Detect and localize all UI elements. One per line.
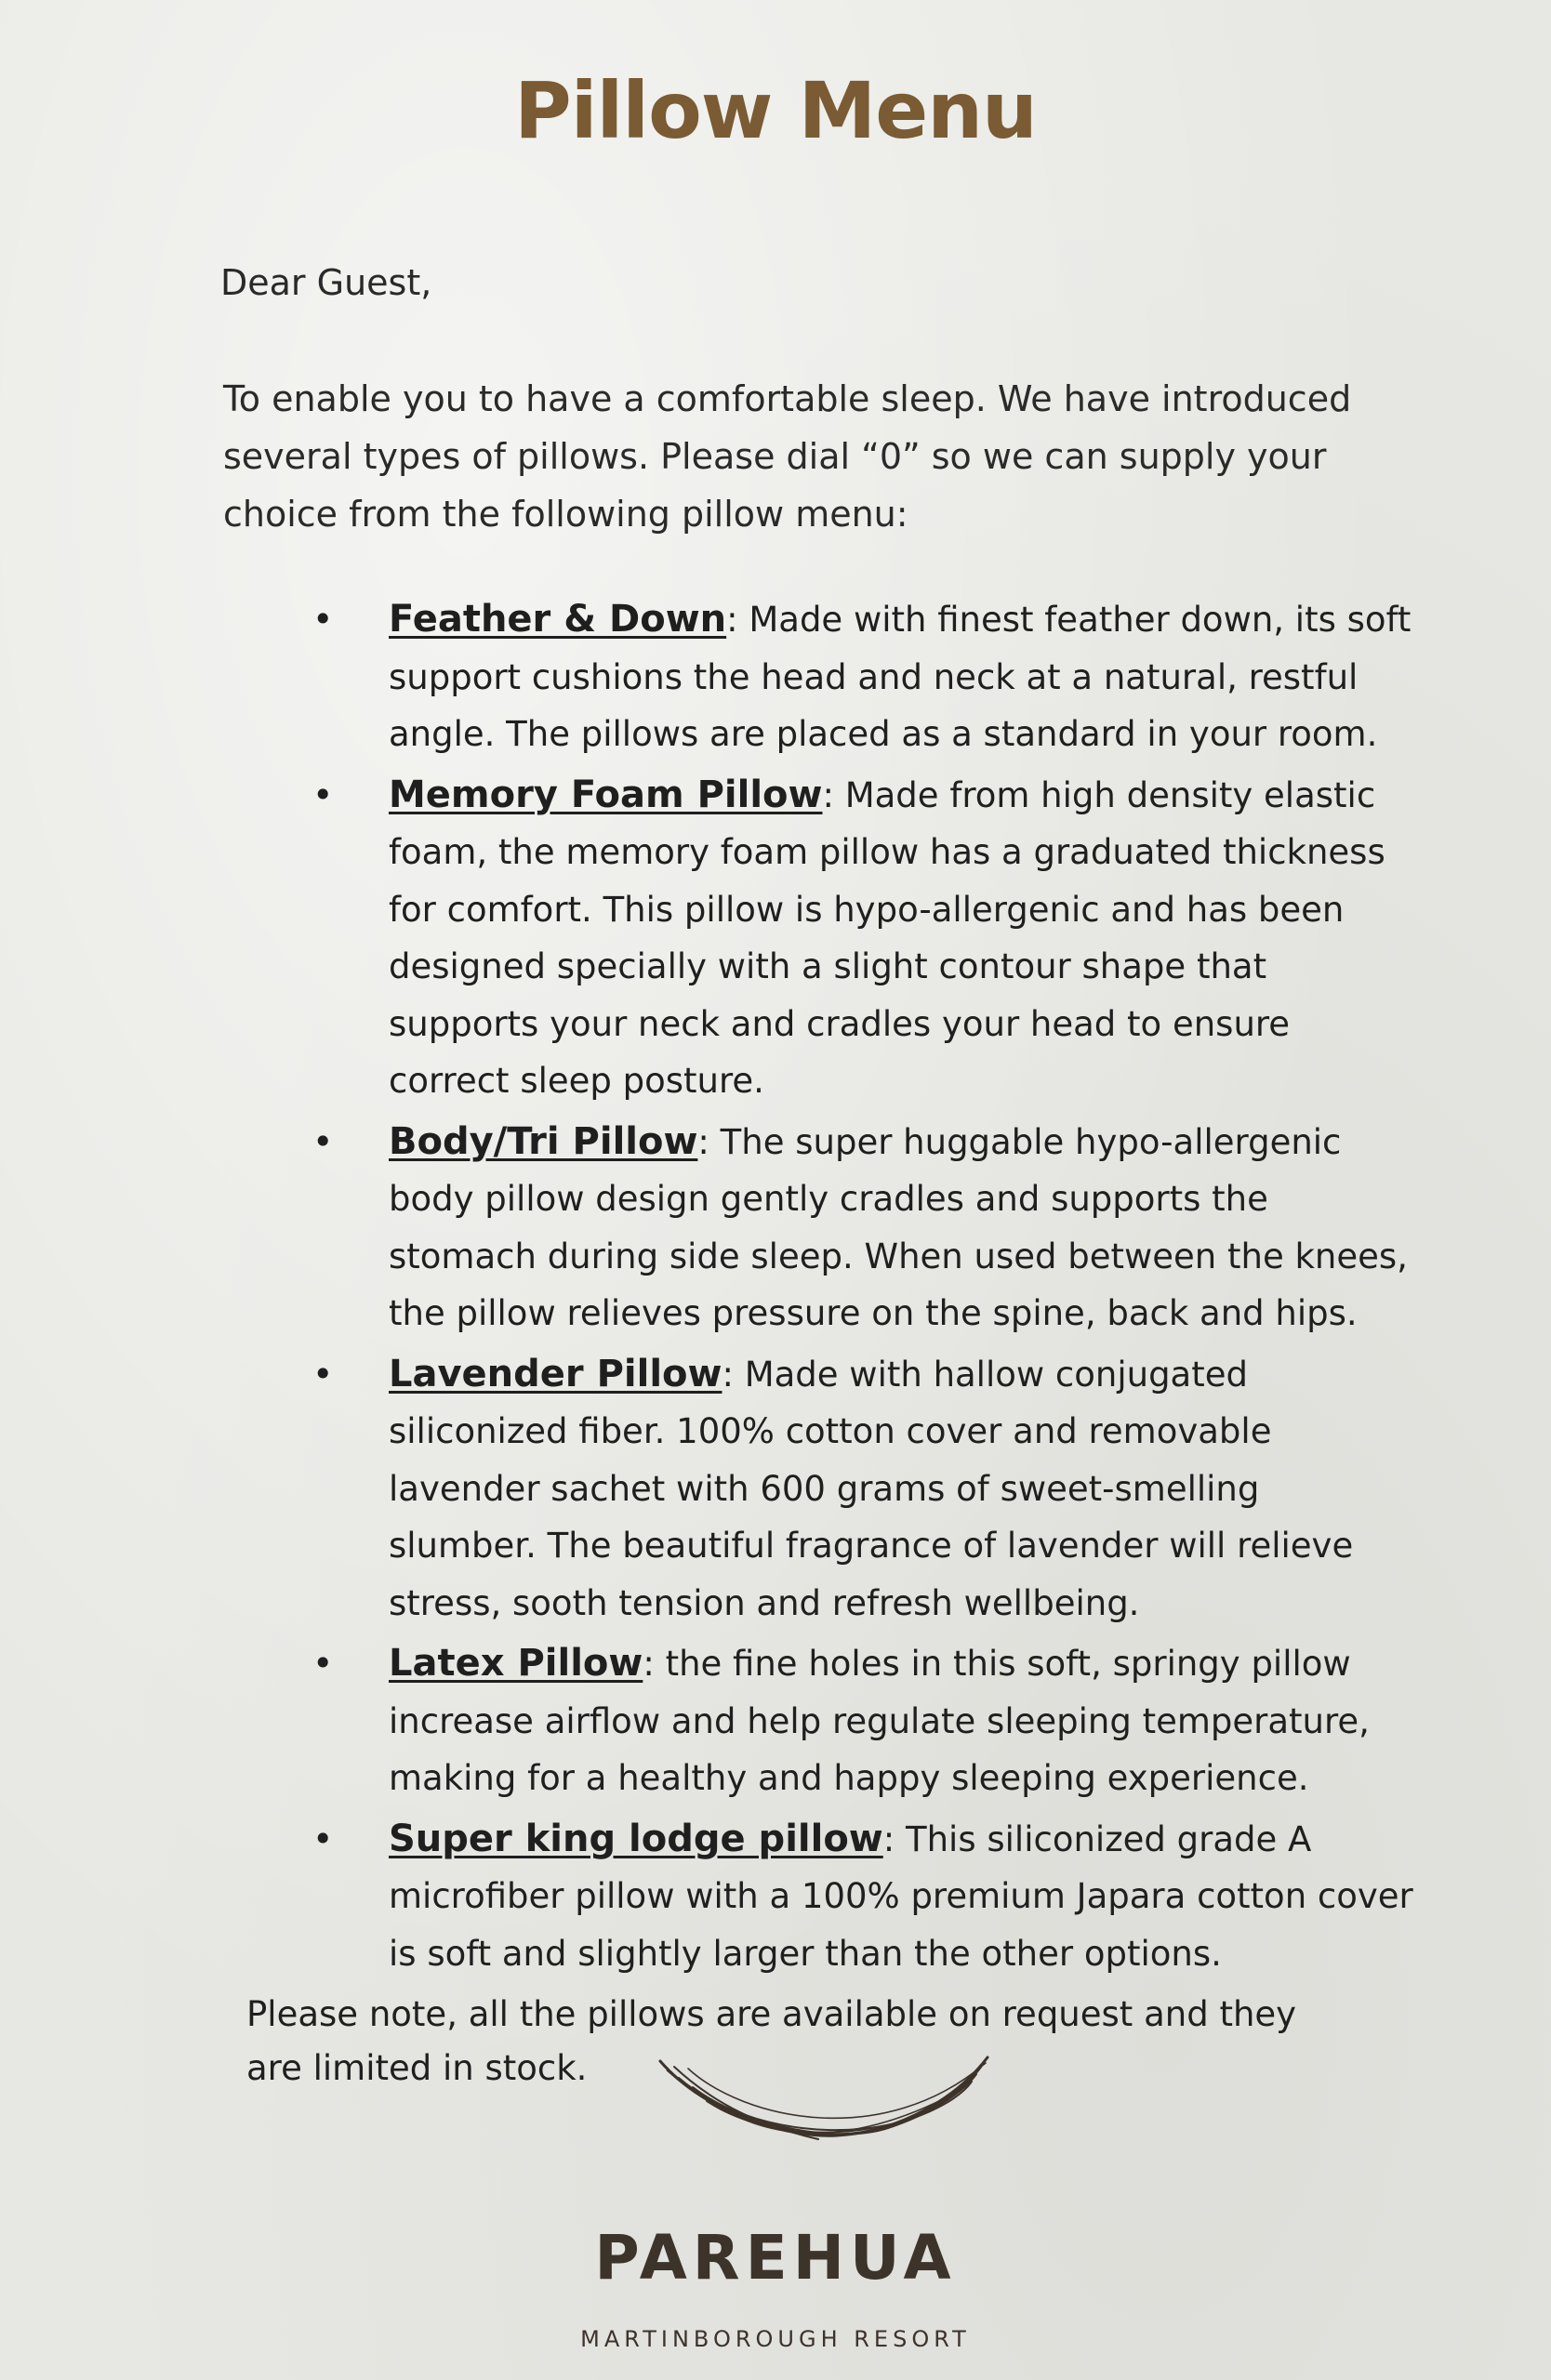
pillow-name: Memory Foam Pillow — [389, 773, 823, 816]
pillow-name: Latex Pillow — [389, 1642, 643, 1685]
pillow-item-super-king-lodge — [307, 1811, 1413, 1983]
bullet-icon: • — [312, 774, 334, 815]
stock-note: Please note, all the pillows are available on request and they are limited in stock. — [246, 1994, 1297, 2088]
brand-name: PAREHUA — [594, 2222, 957, 2294]
nest-logo-icon — [651, 2050, 995, 2152]
pillow-description: : The super huggable hypo-allergenic body pillow design gently cradles and supports the stomach during side sleep. When used between the knees, the pillow relieves pressure on the spine, back and hips. — [389, 1121, 1408, 1333]
pillow-name: Lavender Pillow — [389, 1352, 722, 1395]
pillow-name: Body/Tri Pillow — [389, 1119, 698, 1163]
bullet-icon: • — [312, 1643, 334, 1684]
pillow-description: : This siliconized grade A microfiber pillow with a 100% premium Japara cotton cover is soft and slightly larger than the other options. — [389, 1818, 1413, 1974]
pillow-name: Super king lodge pillow — [389, 1817, 883, 1860]
pillow-item-memory-foam — [307, 767, 1413, 1110]
bullet-icon: • — [312, 599, 334, 640]
brand-tagline: MARTINBOROUGH RESORT — [580, 2326, 971, 2352]
greeting: Dear Guest, — [220, 262, 432, 303]
pillow-description: : Made with hallow conjugated siliconized fiber. 100% cotton cover and removable lavender sachet with 600 grams of sweet-smelling slumber. The beautiful fragrance of lavender will relieve stress, sooth tension and refresh wellbeing. — [389, 1354, 1354, 1623]
pillow-description: : the fine holes in this soft, springy pillow increase airflow and help regulate sleeping temperature, making for a healthy and happy sleeping experience. — [389, 1644, 1370, 1798]
page-title: Pillow Menu — [514, 65, 1037, 156]
bullet-icon: • — [312, 1818, 334, 1859]
pillow-item-latex — [307, 1635, 1413, 1807]
pillow-description: : Made from high density elastic foam, the memory foam pillow has a graduated thickness for comfort. This pillow is hypo-allergenic and has been designed specially with a slight contour shape that supports your neck and cradles your head to ensure correct sleep posture. — [389, 774, 1385, 1101]
bullet-icon: • — [312, 1353, 334, 1395]
intro-paragraph: To enable you to have a comfortable sleep. We have introduced several types of pillows. Please dial “0” so we can supply your choice from the following pillow menu: — [223, 378, 1352, 535]
pillow-name: Feather & Down — [389, 598, 727, 641]
pillow-item-lavender — [307, 1346, 1413, 1633]
pillow-description: : Made with finest feather down, its soft support cushions the head and neck at a natural, restful angle. The pillows are placed as a standard in your room. — [389, 600, 1412, 754]
pillow-item-body-tri — [307, 1114, 1413, 1342]
pillow-item-feather-down — [307, 591, 1413, 763]
bullet-icon: • — [312, 1120, 334, 1162]
pillow-list — [307, 591, 1413, 1982]
